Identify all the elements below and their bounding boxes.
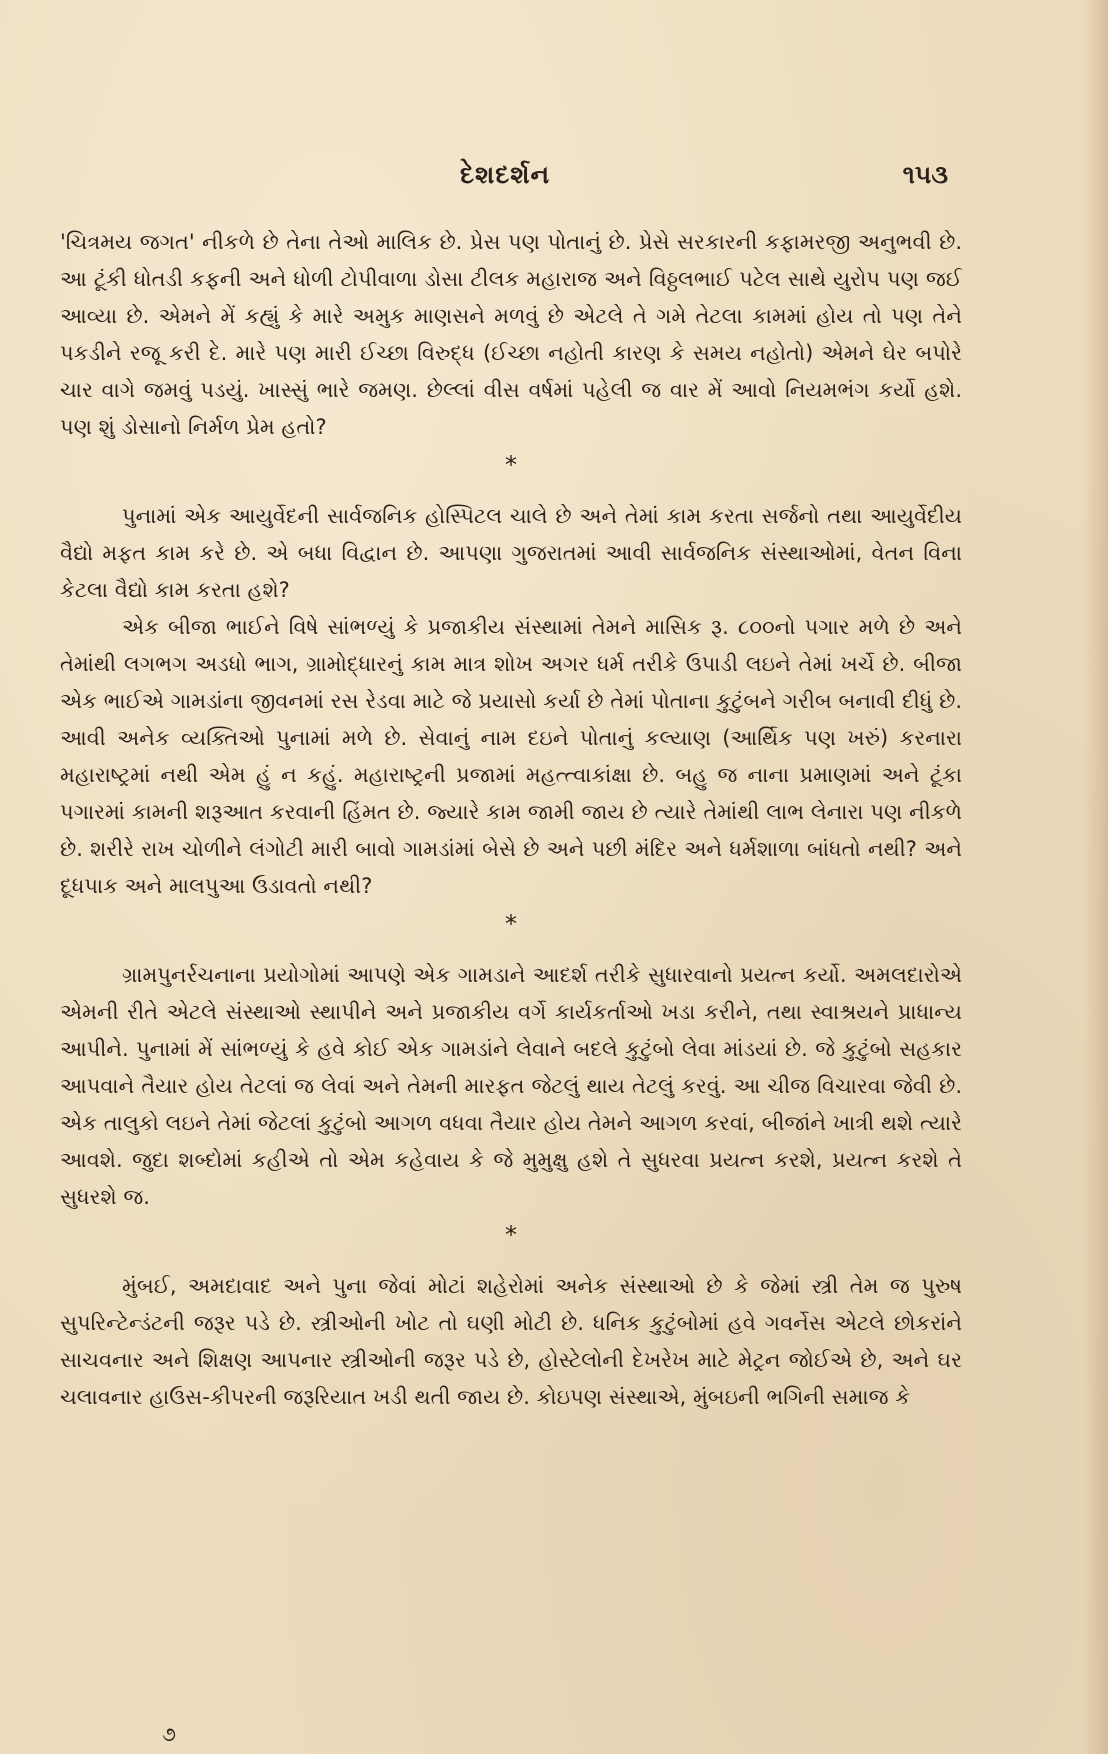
page-header — [60, 160, 960, 200]
section-separator-3: * — [505, 1221, 517, 1249]
page-edge-shadow — [1082, 0, 1108, 1754]
signature-mark: ૭ — [162, 1722, 176, 1746]
paragraph-1: 'ચિત્રમય જગત' નીકળે છે તેના તેઓ માલિક છે. પ્રેસ પણ પોતાનું છે. પ્રેસે સરકારની કફામરજી અનુભવી છે. આ ટૂંકી ધોતડી કફની અને ધોળી ટોપીવાળા ડોસા ટીલક મહારાજ અને વિઠ્ઠલભાઈ પટેલ સાથે યુરોપ પણ જઈ આવ્યા છે. એમને મેં કહ્યું કે મારે અમુક માણસને મળવું છે એટલે તે ગમે તેટલા કામમાં હોય તો પણ તેને પકડીને રજૂ કરી દે. મારે પણ મારી ઈચ્છા વિરુદ્ધ (ઈચ્છા નહોતી કારણ કે સમય નહોતો) એમને ઘેર બપોરે ચાર વાગે જમવું પડયું. ખાસ્સું ભારે જમણ. છેલ્લાં વીસ વર્ષમાં પહેલી જ વાર મેં આવો નિયમભંગ કર્યો હશે. પણ શું ડોસાનો નિર્મળ પ્રેમ હતો? — [60, 230, 962, 439]
page-body — [60, 224, 962, 1416]
page-number: ૧૫૩ — [902, 160, 948, 189]
section-separator-2: * — [505, 910, 517, 938]
paragraph-5: મુંબઈ, અમદાવાદ અને પુના જેવાં મોટાં શહેરોમાં અનેક સંસ્થાઓ છે કે જેમાં સ્ત્રી તેમ જ પુરુષ સુપરિન્ટેન્ડંટની જરૂર પડે છે. સ્ત્રીઓની ખોટ તો ઘણી મોટી છે. ધનિક કુટુંબોમાં હવે ગવર્નેસ એટલે છોકરાંને સાચવનાર અને શિક્ષણ આપનાર સ્ત્રીઓની જરૂર પડે છે, હોસ્ટેલોની દેખરેખ માટે મેટ્રન જોઈએ છે, અને ઘર ચલાવનાર હાઉસ-કીપરની જરૂરિયાત ખડી થતી જાય છે. કોઇપણ સંસ્થાએ, મુંબઇની ભગિની સમાજ કે — [60, 1274, 962, 1409]
paragraph-4: ગ્રામપુનર્રચનાના પ્રયોગોમાં આપણે એક ગામડાને આદર્શ તરીકે સુધારવાનો પ્રયત્ન કર્યો. અમલદારોએ એમની રીતે એટલે સંસ્થાઓ સ્થાપીને અને પ્રજાકીય વર્ગે કાર્યકર્તાઓ ખડા કરીને, તથા સ્વાશ્રયને પ્રાધાન્ય આપીને. પુનામાં મેં સાંભળ્યું કે હવે કોઈ એક ગામડાંને લેવાને બદલે કુટુંબો લેવા માંડયાં છે. જે કુટુંબો સહકાર આપવાને તૈયાર હોય તેટલાં જ લેવાં અને તેમની મારફત જેટલું થાય તેટલું કરવું. આ ચીજ વિચારવા જેવી છે. એક તાલુકો લઇને તેમાં જેટલાં કુટુંબો આગળ વધવા તૈયાર હોય તેમને આગળ કરવાં, બીજાંને ખાત્રી થશે ત્યારે આવશે. જુદા શબ્દોમાં કહીએ તો એમ કહેવાય કે જે મુમુક્ષુ હશે તે સુધરવા પ્રયત્ન કરશે, પ્રયત્ન કરશે તે સુધરશે જ. — [60, 963, 962, 1209]
running-title: દેશદર્શન — [460, 160, 551, 189]
section-separator-1: * — [505, 451, 517, 479]
paragraph-2: પુનામાં એક આયુર્વેદની સાર્વજનિક હોસ્પિટલ ચાલે છે અને તેમાં કામ કરતા સર્જનો તથા આયુર્વેદીય વૈદ્યો મફત કામ કરે છે. એ બધા વિદ્વાન છે. આપણા ગુજરાતમાં આવી સાર્વજનિક સંસ્થાઓમાં, વેતન વિના કેટલા વૈદ્યો કામ કરતા હશે? — [60, 504, 962, 602]
paragraph-3: એક બીજા ભાઈને વિષે સાંભળ્યું કે પ્રજાકીય સંસ્થામાં તેમને માસિક રૂ. ૮૦૦નો પગાર મળે છે અને તેમાંથી લગભગ અડધો ભાગ, ગ્રામોદ્ધારનું કામ માત્ર શોખ અગર ધર્મ તરીકે ઉપાડી લઇને તેમાં ખર્ચે છે. બીજા એક ભાઈએ ગામડાંના જીવનમાં રસ રેડવા માટે જે પ્રયાસો કર્યા છે તેમાં પોતાના કુટુંબને ગરીબ બનાવી દીધું છે. આવી અનેક વ્યક્તિઓ પુનામાં મળે છે. સેવાનું નામ દઇને પોતાનું કલ્યાણ (આર્થિક પણ ખરું) કરનારા મહારાષ્ટ્રમાં નથી એમ હું ન કહું. મહારાષ્ટ્રની પ્રજામાં મહત્ત્વાકાંક્ષા છે. બહુ જ નાના પ્રમાણમાં અને ટૂંકા પગારમાં કામની શરૂઆત કરવાની હિંમત છે. જ્યારે કામ જામી જાય છે ત્યારે તેમાંથી લાભ લેનારા પણ નીકળે છે. શરીરે રાખ ચોળીને લંગોટી મારી બાવો ગામડાંમાં બેસે છે અને પછી મંદિર અને ધર્મશાળા બાંધતો નથી? અને દૂધપાક અને માલપુઆ ઉડાવતો નથી? — [60, 615, 962, 898]
